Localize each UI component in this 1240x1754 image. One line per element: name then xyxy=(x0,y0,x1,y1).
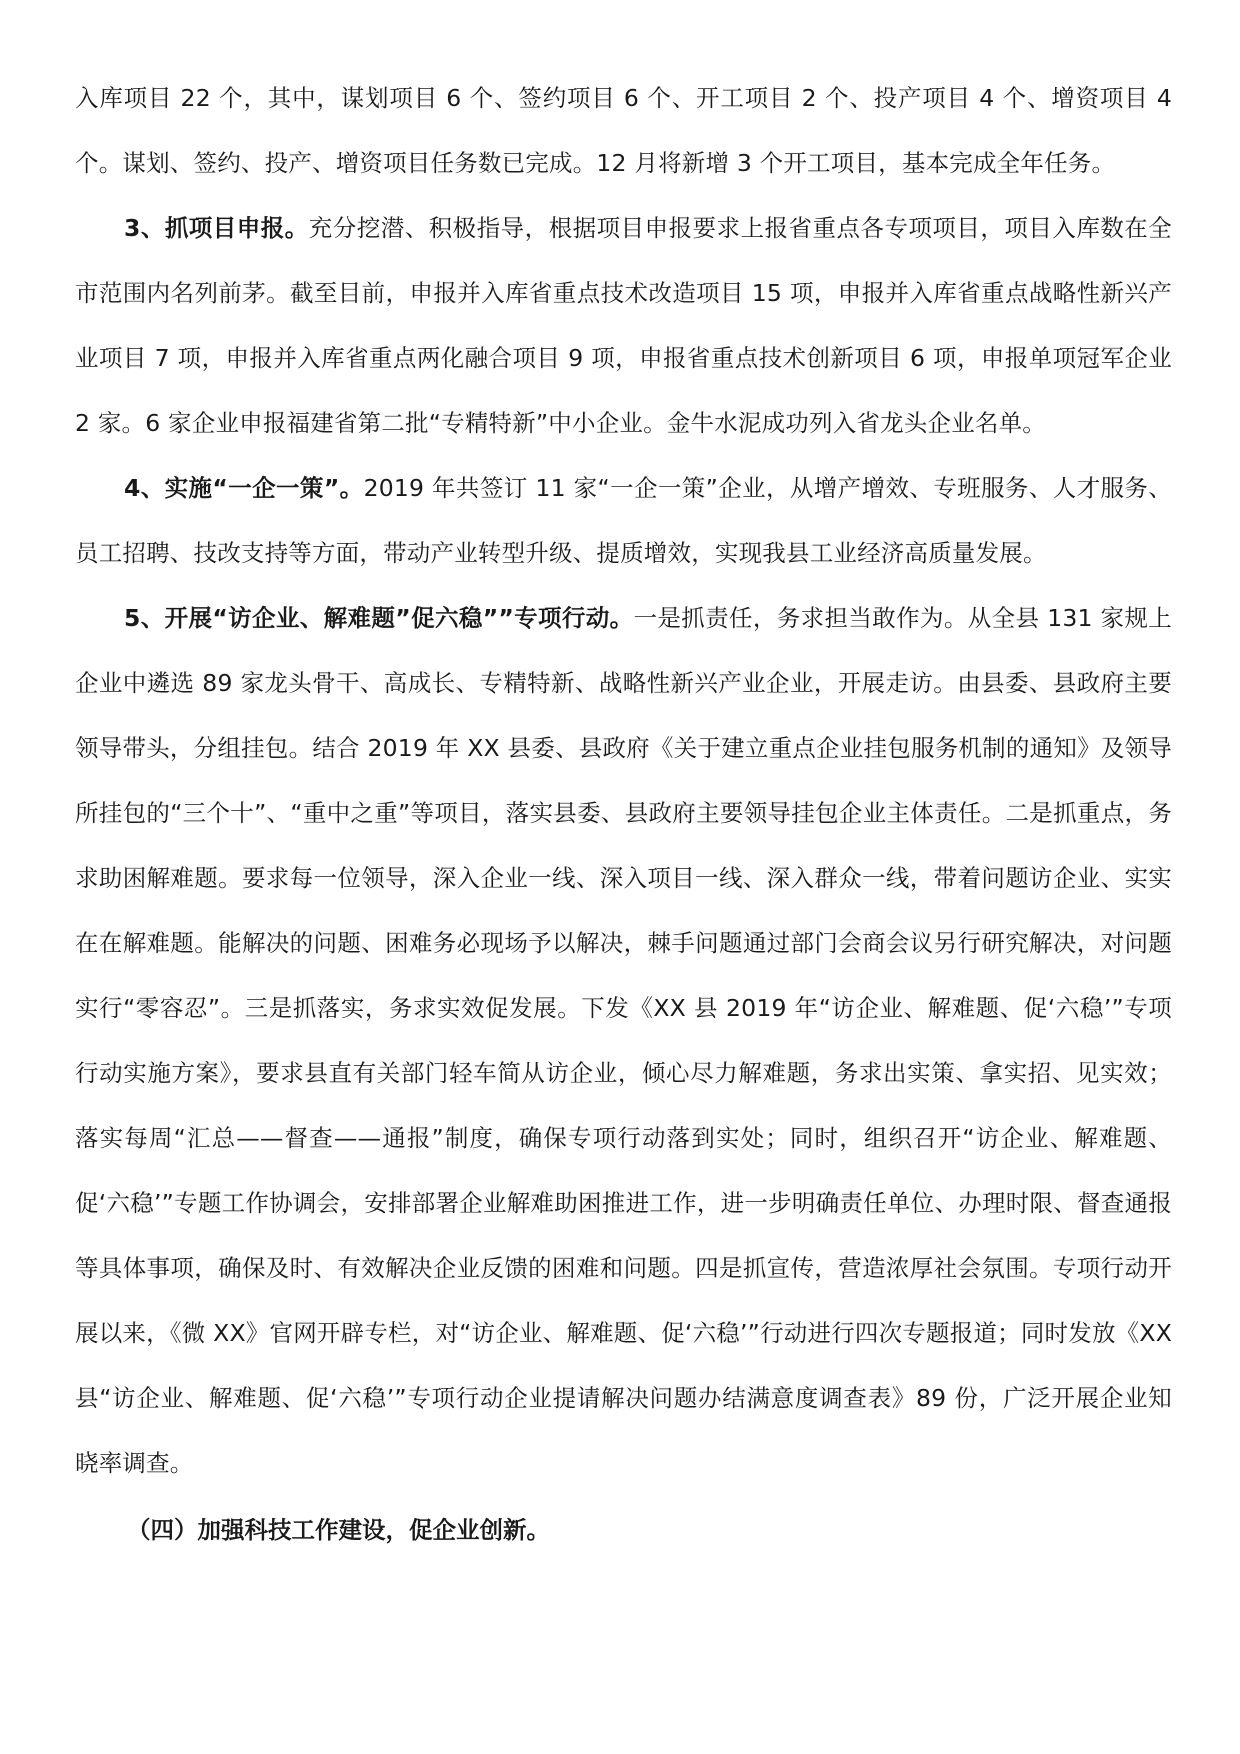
paragraph-item-5 xyxy=(75,586,1172,1496)
paragraph-text: 充分挖潜、积极指导，根据项目申报要求上报省重点各专项项目，项目入库数在全市范围内名列前茅。截至目前，申报并入库省重点技术改造项目 15 项，申报并入库省重点战略性新兴产业项目 7 项，申报并入库省重点两化融合项目 9 项，申报省重点技术创新项目 6 项，申报单项冠军企业 2 家。6 家企业申报福建省第二批“专精特新”中小企业。金牛水泥成功列入省龙头企业名单。 xyxy=(75,214,1172,437)
paragraph-lead: 4、实施“一企一策”。 xyxy=(124,474,364,502)
paragraph-text: 入库项目 22 个，其中，谋划项目 6 个、签约项目 6 个、开工项目 2 个、投产项目 4 个、增资项目 4 个。谋划、签约、投产、增资项目任务数已完成。12 月将新增 3 个开工项目，基本完成全年任务。 xyxy=(75,84,1172,177)
paragraph-item-3 xyxy=(75,196,1172,456)
section-heading: （四）加强科技工作建设，促企业创新。 xyxy=(127,1516,550,1544)
paragraph-lead: 3、抓项目申报。 xyxy=(124,214,309,242)
paragraph-continuation xyxy=(75,66,1172,196)
paragraph-text: 2019 年共签订 11 家“一企一策”企业，从增产增效、专班服务、人才服务、员工招聘、技改支持等方面，带动产业转型升级、提质增效，实现我县工业经济高质量发展。 xyxy=(75,474,1172,567)
paragraph-text: 一是抓责任，务求担当敢作为。从全县 131 家规上企业中遴选 89 家龙头骨干、高成长、专精特新、战略性新兴产业企业，开展走访。由县委、县政府主要领导带头，分组挂包。结合 2019 年 XX 县委、县政府《关于建立重点企业挂包服务机制的通知》及领导所挂包的“三个十”、“重中之重”等项目，落实县委、县政府主要领导挂包企业主体责任。二是抓重点，务求助困解难题。要求每一位领导，深入企业一线、深入项目一线、深入群众一线，带着问题访企业、实实在在解难题。能解决的问题、困难务必现场予以解决，棘手问题通过部门会商会议另行研究解决，对问题实行“零容忍”。三是抓落实，务求实效促发展。下发《XX 县 2019 年“访企业、解难题、促‘六稳’”专项行动实施方案》，要求县直有关部门轻车简从访企业，倾心尽力解难题，务求出实策、拿实招、见实效；落实每周“汇总——督查——通报”制度，确保专项行动落到实处；同时，组织召开“访企业、解难题、促‘六稳’”专题工作协调会，安排部署企业解难助困推进工作，进一步明确责任单位、办理时限、督查通报等具体事项，确保及时、有效解决企业反馈的困难和问题。四是抓宣传，营造浓厚社会氛围。专项行动开展以来，《微 XX》官网开辟专栏，对“访企业、解难题、促‘六稳’”行动进行四次专题报道；同时发放《XX 县“访企业、解难题、促‘六稳’”专项行动企业提请解决问题办结满意度调查表》89 份，广泛开展企业知晓率调查。 xyxy=(75,604,1173,1477)
paragraph-item-4 xyxy=(75,456,1172,586)
paragraph-lead: 5、开展“访企业、解难题”促六稳””专项行动。 xyxy=(124,604,634,632)
